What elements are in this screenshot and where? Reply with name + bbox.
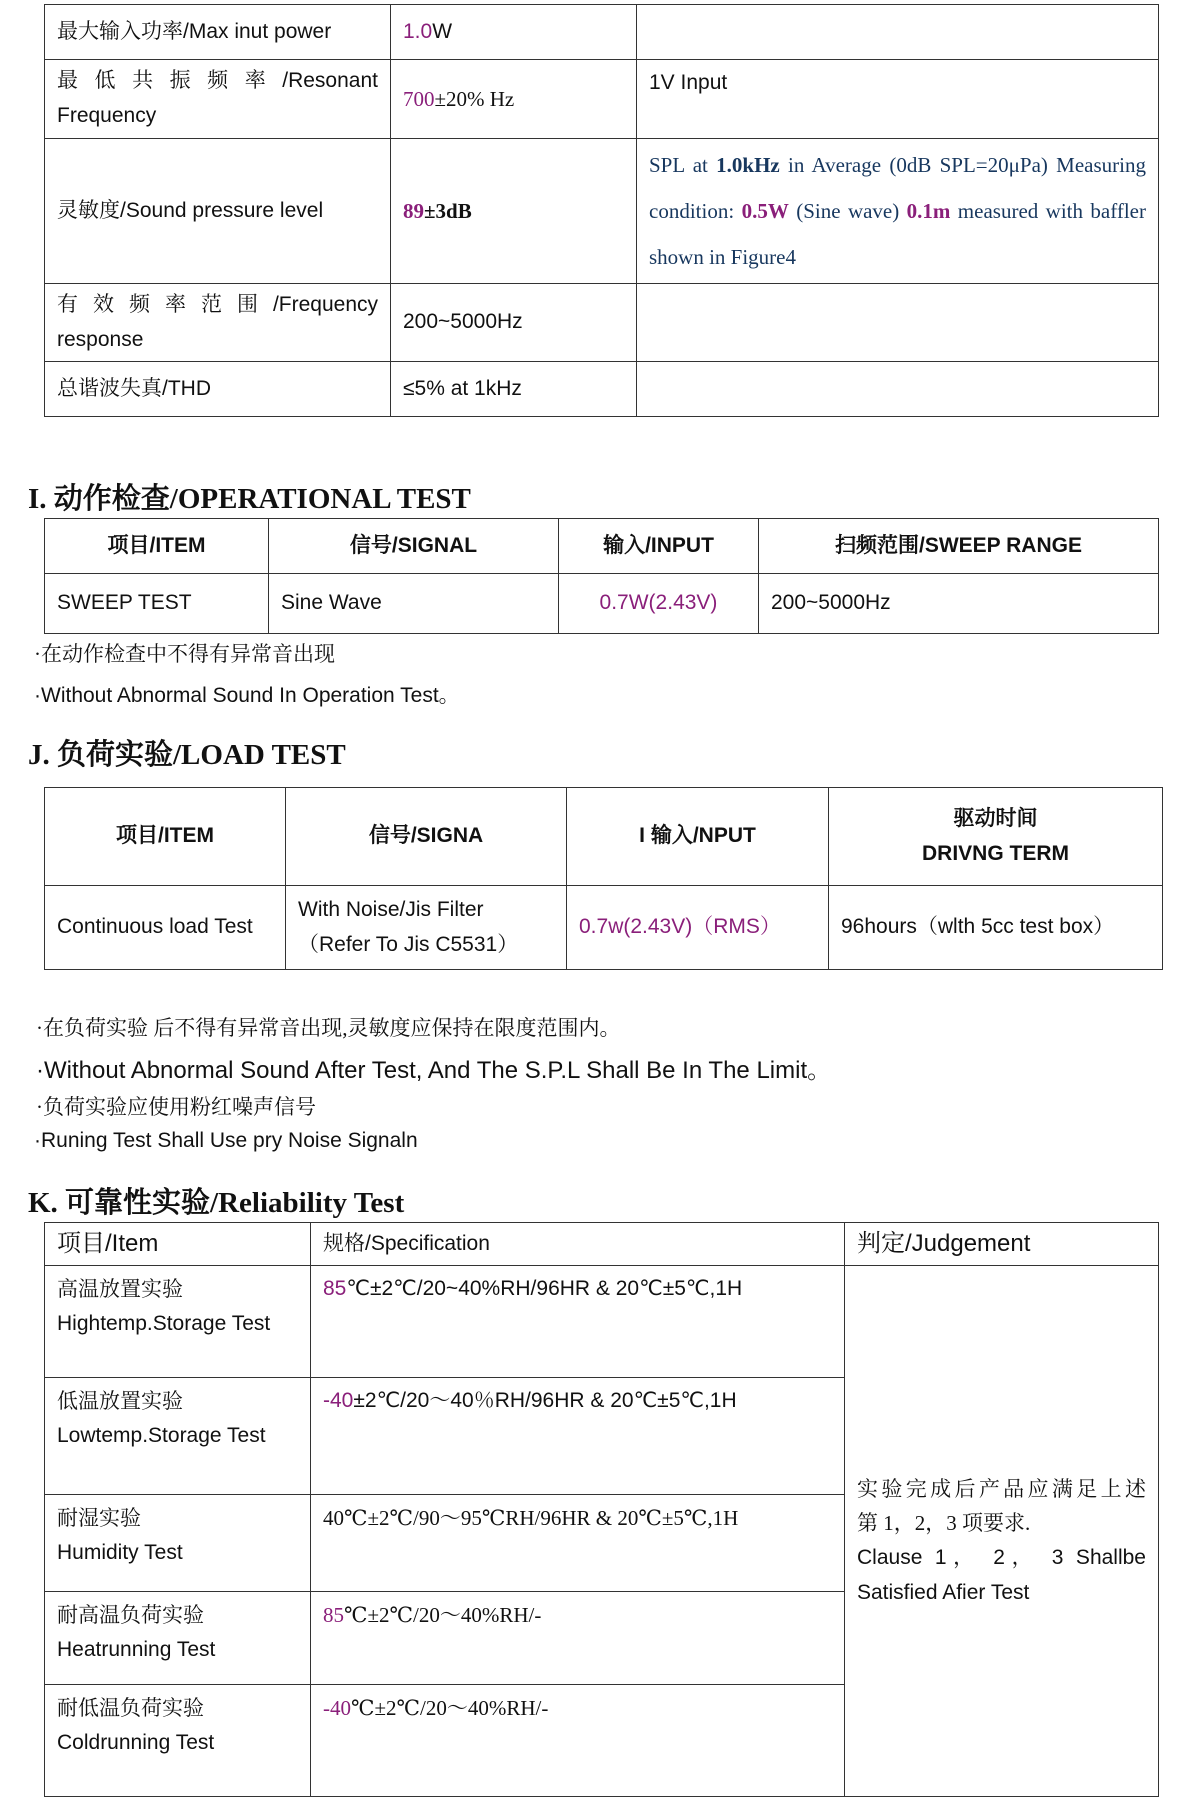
spec-table xyxy=(44,4,1159,417)
load-note-en-1: ·Without Abnormal Sound After Test, And The S.P.L Shall Be In The Limit。 xyxy=(36,1057,832,1084)
cell-item: SWEEP TEST xyxy=(45,574,269,634)
spec-note xyxy=(637,362,1159,417)
spec-note: 1V Input xyxy=(637,60,1159,139)
spec-row-spl xyxy=(45,139,1159,284)
spec-value: ≤5% at 1kHz xyxy=(391,362,637,417)
operational-test-heading: I. 动作检查/OPERATIONAL TEST xyxy=(28,483,471,515)
cell-specification: 85℃±2℃/20~40%RH/96HR & 20℃±5℃,1H xyxy=(311,1266,845,1378)
spec-label: 最 低 共 振 频 率 /Resonant Frequency xyxy=(45,60,391,139)
spec-label: 最大输入功率/Max inut power xyxy=(45,5,391,60)
spec-value: 1.0W xyxy=(391,5,637,60)
table-header-row xyxy=(45,1223,1159,1266)
operational-test-table xyxy=(44,518,1159,634)
cell-specification: 85℃±2℃/20～40%RH/- xyxy=(311,1592,845,1685)
load-test-table xyxy=(44,787,1163,970)
cell-specification: -40℃±2℃/20～40%RH/- xyxy=(311,1685,845,1797)
header-input: I 输入/NPUT xyxy=(567,788,829,886)
cell-item: 耐低温负荷实验 Coldrunning Test xyxy=(45,1685,311,1797)
cell-item: 高温放置实验 Hightemp.Storage Test xyxy=(45,1266,311,1378)
spec-row-thd xyxy=(45,362,1159,417)
cell-input: 0.7w(2.43V)（RMS） xyxy=(567,886,829,970)
cell-signal: Sine Wave xyxy=(269,574,559,634)
operational-note-en: ·Without Abnormal Sound In Operation Test。 xyxy=(34,684,460,707)
spec-row-frequency-response xyxy=(45,284,1159,362)
header-drive-term: 驱动时间 DRIVNG TERM xyxy=(829,788,1163,886)
reliability-test-table xyxy=(44,1222,1159,1797)
spec-label: 总谐波失真/THD xyxy=(45,362,391,417)
header-input: 输入/INPUT xyxy=(559,519,759,574)
load-note-cn-2: ·负荷实验应使用粉红噪声信号 xyxy=(36,1095,316,1119)
spec-note xyxy=(637,5,1159,60)
header-item: 项目/ITEM xyxy=(45,519,269,574)
cell-specification: 40℃±2℃/90～95℃RH/96HR & 20℃±5℃,1H xyxy=(311,1495,845,1592)
spec-note: SPL at 1.0kHz in Average (0dB SPL=20μPa) Measuring condition: 0.5W (Sine wave) 0.1m measured with baffler shown in Figure4 xyxy=(637,139,1159,284)
load-note-en-2: ·Runing Test Shall Use pry Noise Signaln xyxy=(34,1129,418,1152)
cell-sweep-range: 200~5000Hz xyxy=(759,574,1159,634)
spec-row-max-power xyxy=(45,5,1159,60)
header-signal: 信号/SIGNAL xyxy=(269,519,559,574)
spec-label: 灵敏度/Sound pressure level xyxy=(45,139,391,284)
header-judgement: 判定/Judgement xyxy=(845,1223,1159,1266)
cell-item: 耐湿实验 Humidity Test xyxy=(45,1495,311,1592)
operational-note-cn: ·在动作检查中不得有异常音出现 xyxy=(34,642,335,666)
load-test-heading: J. 负荷实验/LOAD TEST xyxy=(28,739,346,771)
cell-signal: With Noise/Jis Filter （Refer To Jis C5531） xyxy=(286,886,567,970)
spec-value: 700±20% Hz xyxy=(391,60,637,139)
header-sweep-range: 扫频范围/SWEEP RANGE xyxy=(759,519,1159,574)
cell-item: 低温放置实验 Lowtemp.Storage Test xyxy=(45,1378,311,1495)
cell-drive-term: 96hours（wlth 5cc test box） xyxy=(829,886,1163,970)
spec-label: 有 效 频 率 范 围 /Frequency response xyxy=(45,284,391,362)
header-specification: 规格/Specification xyxy=(311,1223,845,1266)
spec-value: 89±3dB xyxy=(391,139,637,284)
cell-input: 0.7W(2.43V) xyxy=(559,574,759,634)
table-row xyxy=(45,574,1159,634)
table-header-row xyxy=(45,519,1159,574)
header-signal: 信号/SIGNA xyxy=(286,788,567,886)
table-header-row xyxy=(45,788,1163,886)
table-row xyxy=(45,886,1163,970)
header-item: 项目/ITEM xyxy=(45,788,286,886)
spec-value: 200~5000Hz xyxy=(391,284,637,362)
spec-note xyxy=(637,284,1159,362)
cell-judgement: 实验完成后产品应满足上述 第 1，2，3 项要求. Clause 1， 2， 3 Shallbe Satisfied Afier Test xyxy=(845,1266,1159,1797)
spec-row-resonant xyxy=(45,60,1159,139)
cell-specification: -40±2℃/20～40％RH/96HR & 20℃±5℃,1H xyxy=(311,1378,845,1495)
load-note-cn-1: ·在负荷实验 后不得有异常音出现,灵敏度应保持在限度范围内。 xyxy=(36,1016,621,1040)
table-row xyxy=(45,1266,1159,1378)
cell-item: 耐高温负荷实验 Heatrunning Test xyxy=(45,1592,311,1685)
reliability-test-heading: K. 可靠性实验/Reliability Test xyxy=(28,1187,405,1219)
cell-item: Continuous load Test xyxy=(45,886,286,970)
header-item: 项目/Item xyxy=(45,1223,311,1266)
